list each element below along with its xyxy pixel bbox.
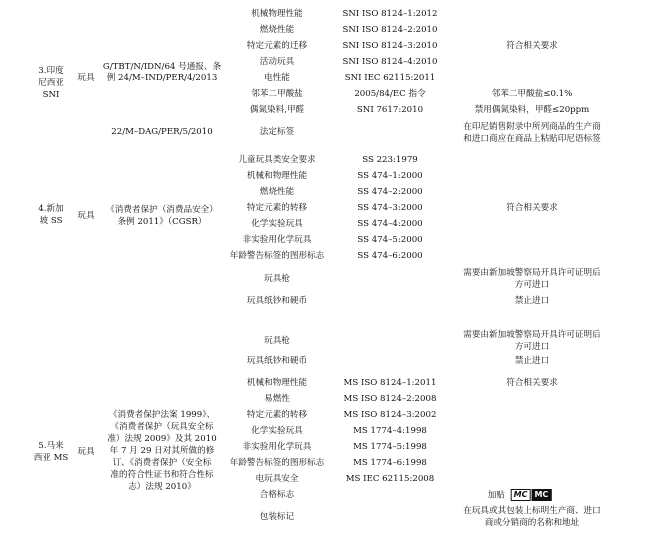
std-sg-0: SS 223:1979 — [362, 155, 418, 165]
req-sg-money: 禁止进口 — [514, 296, 550, 306]
country-indonesia-line3: SNI — [42, 90, 60, 100]
req-my-money: 禁止进口 — [514, 356, 550, 366]
item-my-3: 易燃性 — [264, 394, 290, 404]
std-sg-1: SS 474–1:2000 — [357, 171, 423, 181]
req-my-general: 符合相关要求 — [506, 378, 558, 388]
req-id-label-line2: 和进口商应在商品上粘贴印尼语标签 — [463, 134, 601, 144]
mc-conformity-logo — [511, 489, 553, 501]
req-id-phthalate: 邻苯二甲酸盐≤0.1% — [491, 89, 573, 99]
mc-logo-right: MC — [531, 489, 551, 501]
req-my-gun-line1: 需要由新加坡警察局开具许可证明后 — [463, 330, 601, 340]
item-sg-5: 非实验用化学玩具 — [242, 235, 312, 245]
std-id-3: SNI ISO 8124–4:2010 — [342, 57, 438, 67]
req-my-packaging-line2: 商或分销商的名称和地址 — [484, 518, 580, 528]
item-sg-0: 儿童玩具类安全要求 — [238, 155, 316, 165]
item-my-8: 电玩具安全 — [255, 474, 299, 484]
country-malaysia-line2: 西亚 MS — [33, 453, 69, 463]
item-sg-4: 化学实验玩具 — [251, 219, 303, 229]
std-my-7: MS 1774–6:1998 — [353, 458, 427, 468]
item-id-2: 特定元素的迁移 — [246, 41, 308, 51]
item-sg-1: 机械和物理性能 — [246, 171, 308, 181]
regulation-singapore-line2: 条例 2011》（CGSR） — [117, 217, 207, 227]
regulation-singapore-line1: 《消费者保护（消费品安全） — [106, 205, 218, 215]
regulation-indonesia-2: 22/M–DAG/PER/5/2010 — [111, 127, 213, 137]
req-id-azo: 禁用偶氮染料，甲醛≤20ppm — [474, 105, 590, 115]
item-my-6: 非实验用化学玩具 — [242, 442, 312, 452]
item-id-4: 电性能 — [264, 73, 290, 83]
std-sg-2: SS 474–2:2000 — [357, 187, 423, 197]
country-malaysia-line1: 5.马来 — [38, 441, 64, 451]
regulation-malaysia-line2: 《消费者保护（玩具安全标 — [110, 422, 214, 432]
item-id-1: 燃烧性能 — [259, 25, 295, 35]
mc-logo-left: MC — [511, 489, 531, 501]
req-sg-gun-line1: 需要由新加坡警察局开具许可证明后 — [463, 268, 601, 278]
item-my-0: 玩具枪 — [264, 336, 290, 346]
product-malaysia: 玩具 — [77, 447, 95, 457]
regulation-indonesia-line1: G/TBT/N/IDN/64 号通报、条 — [102, 62, 222, 72]
std-my-5: MS 1774–4:1998 — [353, 426, 427, 436]
std-id-5: 2005/84/EC 指令 — [354, 89, 426, 99]
std-my-8: MS IEC 62115:2008 — [345, 474, 435, 484]
item-id-3: 活动玩具 — [259, 57, 295, 67]
item-my-2: 机械和物理性能 — [246, 378, 308, 388]
item-sg-3: 特定元素的转移 — [246, 203, 308, 213]
regulation-malaysia-line7: 志）法规 2010》 — [128, 482, 196, 492]
std-id-6: SNI 7617:2010 — [356, 105, 424, 115]
regulation-malaysia-line4: 年 7 月 29 日对其所做的修 — [109, 446, 215, 456]
req-my-gun-line2: 方可进口 — [514, 342, 550, 352]
product-singapore: 玩具 — [77, 211, 95, 221]
country-indonesia-line2: 尼西亚 — [38, 78, 64, 88]
std-my-6: MS 1774–5:1998 — [353, 442, 427, 452]
item-sg-2: 燃烧性能 — [259, 187, 295, 197]
item-sg-8: 玩具纸钞和硬币 — [246, 296, 308, 306]
std-sg-4: SS 474–4:2000 — [357, 219, 423, 229]
std-my-4: MS ISO 8124–3:2002 — [343, 410, 437, 420]
req-my-packaging-line1: 在玩具或其包装上标明生产商、进口 — [463, 506, 601, 516]
item-sg-7: 玩具枪 — [264, 274, 290, 284]
req-id-general: 符合相关要求 — [506, 41, 558, 51]
std-id-0: SNI ISO 8124–1:2012 — [342, 9, 438, 19]
req-sg-gun-line2: 方可进口 — [514, 280, 550, 290]
regulation-malaysia-line1: 《消费者保护法案 1999》、 — [108, 410, 216, 420]
req-my-mark-prefix: 加贴 — [487, 490, 505, 501]
item-id-6: 偶氮染料,甲醛 — [249, 105, 305, 115]
item-sg-6: 年龄警告标签的图形标志 — [229, 251, 325, 261]
std-id-1: SNI ISO 8124–2:2010 — [342, 25, 438, 35]
item-my-7: 年龄警告标签的图形标志 — [229, 458, 325, 468]
country-indonesia-line1: 3.印度 — [38, 66, 64, 76]
std-sg-5: SS 474–5:2000 — [357, 235, 423, 245]
country-singapore-line1: 4.新加 — [38, 204, 64, 214]
std-id-2: SNI ISO 8124–3:2010 — [342, 41, 438, 51]
regulation-malaysia-line5: 订、《消费者保护（安全标 — [112, 458, 212, 468]
item-my-5: 化学实验玩具 — [251, 426, 303, 436]
regulation-malaysia-line6: 准的符合性证书和符合性标 — [110, 470, 214, 480]
req-my-mark — [488, 489, 553, 502]
regulation-malaysia-line3: 准）法规 2009》及其 2010 — [107, 434, 217, 444]
std-my-3: MS ISO 8124–2:2008 — [343, 394, 437, 404]
item-id-0: 机械物理性能 — [251, 9, 303, 19]
std-my-2: MS ISO 8124–1:2011 — [343, 378, 437, 388]
item-my-9: 合格标志 — [259, 490, 295, 500]
country-singapore-line2: 坡 SS — [39, 216, 63, 226]
product-indonesia: 玩具 — [77, 73, 95, 83]
item-my-1: 玩具纸钞和硬币 — [246, 356, 308, 366]
item-id-5: 邻苯二甲酸盐 — [251, 89, 303, 99]
item-my-4: 特定元素的转移 — [246, 410, 308, 420]
std-id-4: SNI IEC 62115:2011 — [344, 73, 436, 83]
std-sg-6: SS 474–6:2000 — [357, 251, 423, 261]
std-sg-3: SS 474–3:2000 — [357, 203, 423, 213]
item-id-7: 法定标签 — [259, 127, 295, 137]
req-sg-general: 符合相关要求 — [506, 203, 558, 213]
item-my-10: 包装标记 — [259, 512, 295, 522]
regulation-indonesia-line2: 例 24/M–IND/PER/4/2013 — [106, 73, 218, 83]
req-id-label-line1: 在印尼销售附录中所列商品的生产商 — [463, 122, 601, 132]
